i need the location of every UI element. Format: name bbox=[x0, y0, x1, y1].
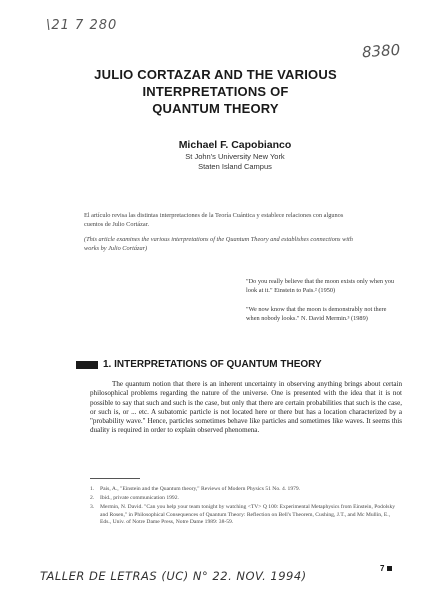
footnote-text: Mermin, N. David. "Can you help your team tonight by watching <TV> Q 100: Experimental Metaphysics from Einstein, Podolsky and Rosen," in Philosophical Consequences of Quantum Theory: Reflection on Bell's Theorem, Cushing, J.T., and Mc Mullin, E., Eds., Univ. of Notre Dame Press, Notre Dame 1989: 38-59. bbox=[100, 504, 396, 525]
footnote-number: 2. bbox=[90, 495, 95, 502]
page-number-text: 7 bbox=[380, 564, 385, 573]
abstract-spanish: El artículo revisa las distintas interpretaciones de la Teoría Cuántica y establece relaciones con algunos cuentos de Julio Cortázar. bbox=[84, 212, 344, 228]
page-number bbox=[380, 564, 392, 573]
article-title bbox=[0, 66, 431, 117]
footnote-divider bbox=[90, 478, 140, 479]
body-paragraph: The quantum notion that there is an inherent uncertainty in observing anything brings about certain philosophical problems regarding the nature of the universe. One is presented with the idea that it is not possible to say that such and such is the case, but only that there are certain probabilities that such is the case, or such is, or ... etc. A subatomic particle is not located here or there but has a location characterized by a "probability wave." Hence, particles sometimes behave like particles and sometimes like waves. It seems this duality is required in order to explain observed phenomena. bbox=[90, 380, 402, 435]
title-line-1: JULIO CORTAZAR AND THE VARIOUS bbox=[94, 67, 337, 82]
footnote-item bbox=[90, 495, 402, 502]
handwritten-source-note: TALLER DE LETRAS (UC) N° 22. NOV. 1994) bbox=[40, 569, 307, 583]
section-bar-mark bbox=[76, 361, 98, 369]
footnote-item bbox=[90, 486, 402, 493]
title-line-2: INTERPRETATIONS OF bbox=[142, 84, 289, 99]
author-block bbox=[120, 138, 350, 172]
epigraph-einstein: "Do you really believe that the moon exists only when you look at it." Einstein to Pais.² (1950) bbox=[246, 278, 395, 294]
handwritten-catalog-number: \21 7 280 bbox=[46, 18, 118, 33]
author-affiliation-university: St John's University New York bbox=[185, 152, 285, 161]
page-number-square-mark bbox=[387, 566, 392, 571]
author-affiliation-campus: Staten Island Campus bbox=[198, 162, 272, 171]
title-line-3: QUANTUM THEORY bbox=[152, 101, 279, 116]
footnote-text: Ibid., private communication 1992. bbox=[100, 495, 179, 502]
footnote-text: Pais, A., "Einstein and the Quantum theory," Reviews of Modern Physics 51 No. 4. 1979. bbox=[100, 486, 301, 492]
footnotes bbox=[90, 486, 402, 528]
epigraph-mermin: "We now know that the moon is demonstrably not there when nobody looks." N. David Mermin.³ (1989) bbox=[246, 306, 387, 322]
abstract-english: (This article examines the various interpretations of the Quantum Theory and establishes connections with works by Julio Cortázar) bbox=[84, 236, 353, 252]
footnote-number: 1. bbox=[90, 486, 95, 492]
author-name: Michael F. Capobianco bbox=[178, 139, 292, 151]
section-heading bbox=[76, 359, 322, 371]
section-title: 1. INTERPRETATIONS OF QUANTUM THEORY bbox=[103, 359, 322, 370]
footnote-item bbox=[90, 504, 402, 526]
footnote-number: 3. bbox=[90, 504, 95, 511]
handwritten-record-number: 8380 bbox=[361, 40, 401, 62]
